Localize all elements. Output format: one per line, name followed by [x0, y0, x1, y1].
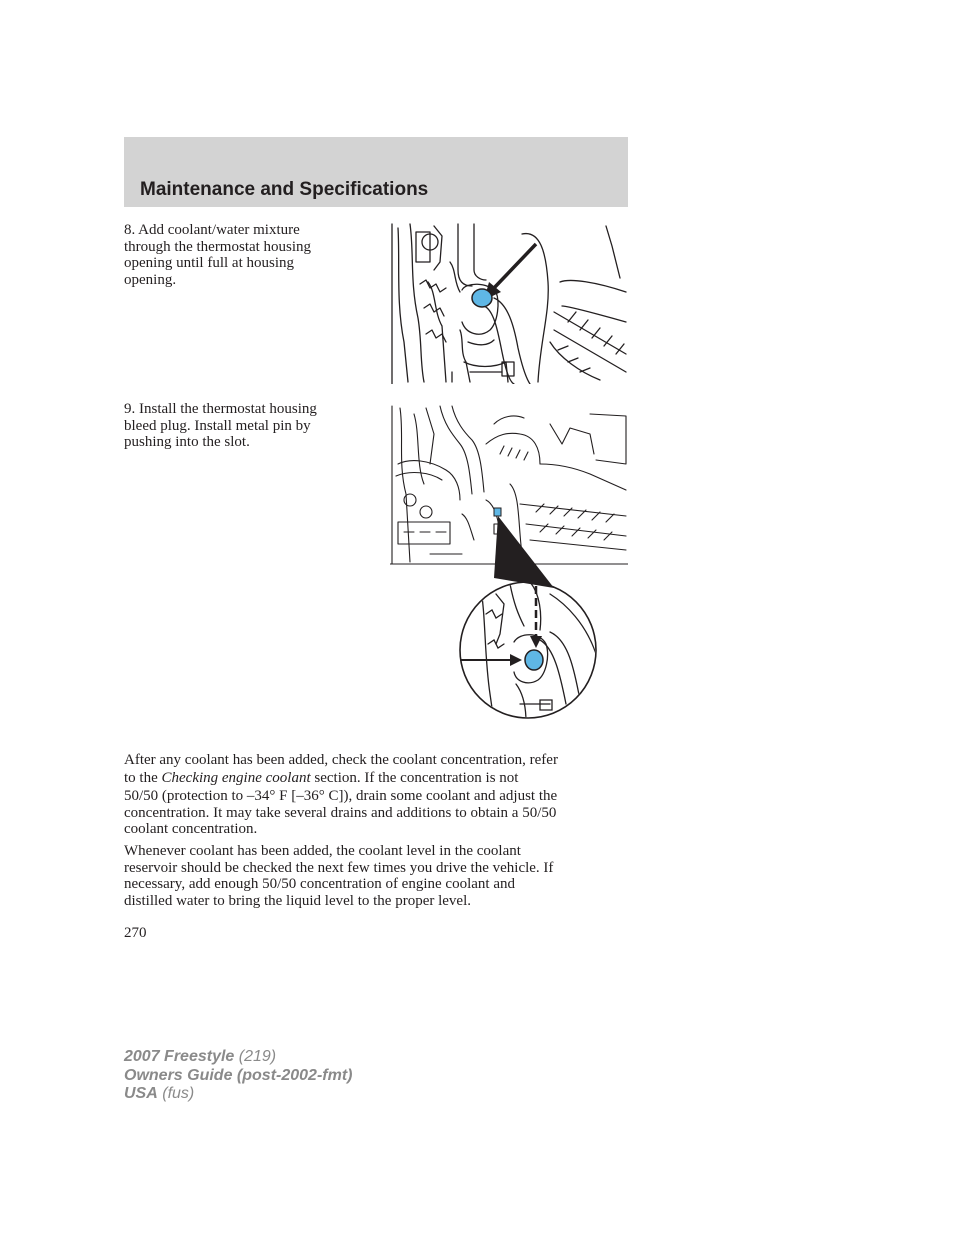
section-header	[124, 137, 628, 207]
text-line: reservoir should be checked the next few times you drive the vehicle. If	[124, 859, 554, 876]
bleed-plug-install-illustration	[390, 404, 628, 722]
step-9-text	[124, 401, 364, 451]
coolant-concentration-paragraph	[124, 752, 628, 838]
footer-model: 2007 Freestyle	[124, 1048, 235, 1065]
document-footer	[124, 1048, 352, 1104]
text-line: opening until full at housing	[124, 255, 294, 271]
text-line: After any coolant has been added, check the coolant concentration, refer	[124, 752, 558, 768]
text-line: 9. Install the thermostat housing	[124, 401, 317, 417]
page-number: 270	[124, 925, 147, 941]
footer-line	[124, 1067, 352, 1086]
footer-line	[124, 1048, 352, 1067]
text-line: through the thermostat housing	[124, 238, 312, 255]
section-reference: Checking engine coolant	[161, 770, 311, 786]
text-run: to the	[124, 770, 162, 786]
text-line: pushing into the slot.	[124, 434, 250, 450]
text-line	[124, 770, 628, 787]
text-line: bleed plug. Install metal pin by	[124, 417, 311, 434]
text-line: 8. Add coolant/water mixture	[124, 222, 300, 238]
section-title: Maintenance and Specifications	[140, 179, 429, 200]
text-line: distilled water to bring the liquid level to the proper level.	[124, 892, 471, 909]
footer-model-code: (219)	[238, 1048, 277, 1065]
footer-guide: Owners Guide (post-2002-fmt)	[124, 1066, 353, 1084]
step-8-text	[124, 222, 356, 288]
coolant-level-paragraph	[124, 843, 628, 909]
footer-line	[124, 1085, 352, 1104]
footer-market-code: (fus)	[162, 1085, 195, 1102]
text-line: opening.	[124, 271, 177, 288]
text-line: necessary, add enough 50/50 concentration of engine coolant and	[124, 876, 515, 892]
thermostat-housing-illustration	[390, 222, 628, 384]
text-line: concentration. It may take several drains and additions to obtain a 50/50	[124, 804, 557, 821]
text-run: section. If the concentration is not	[310, 770, 519, 786]
footer-market: USA	[124, 1085, 158, 1102]
text-line: Whenever coolant has been added, the coolant level in the coolant	[124, 843, 521, 859]
text-line: coolant concentration.	[124, 821, 258, 837]
text-line: 50/50 (protection to –34° F [–36° C]), drain some coolant and adjust the	[124, 788, 558, 804]
